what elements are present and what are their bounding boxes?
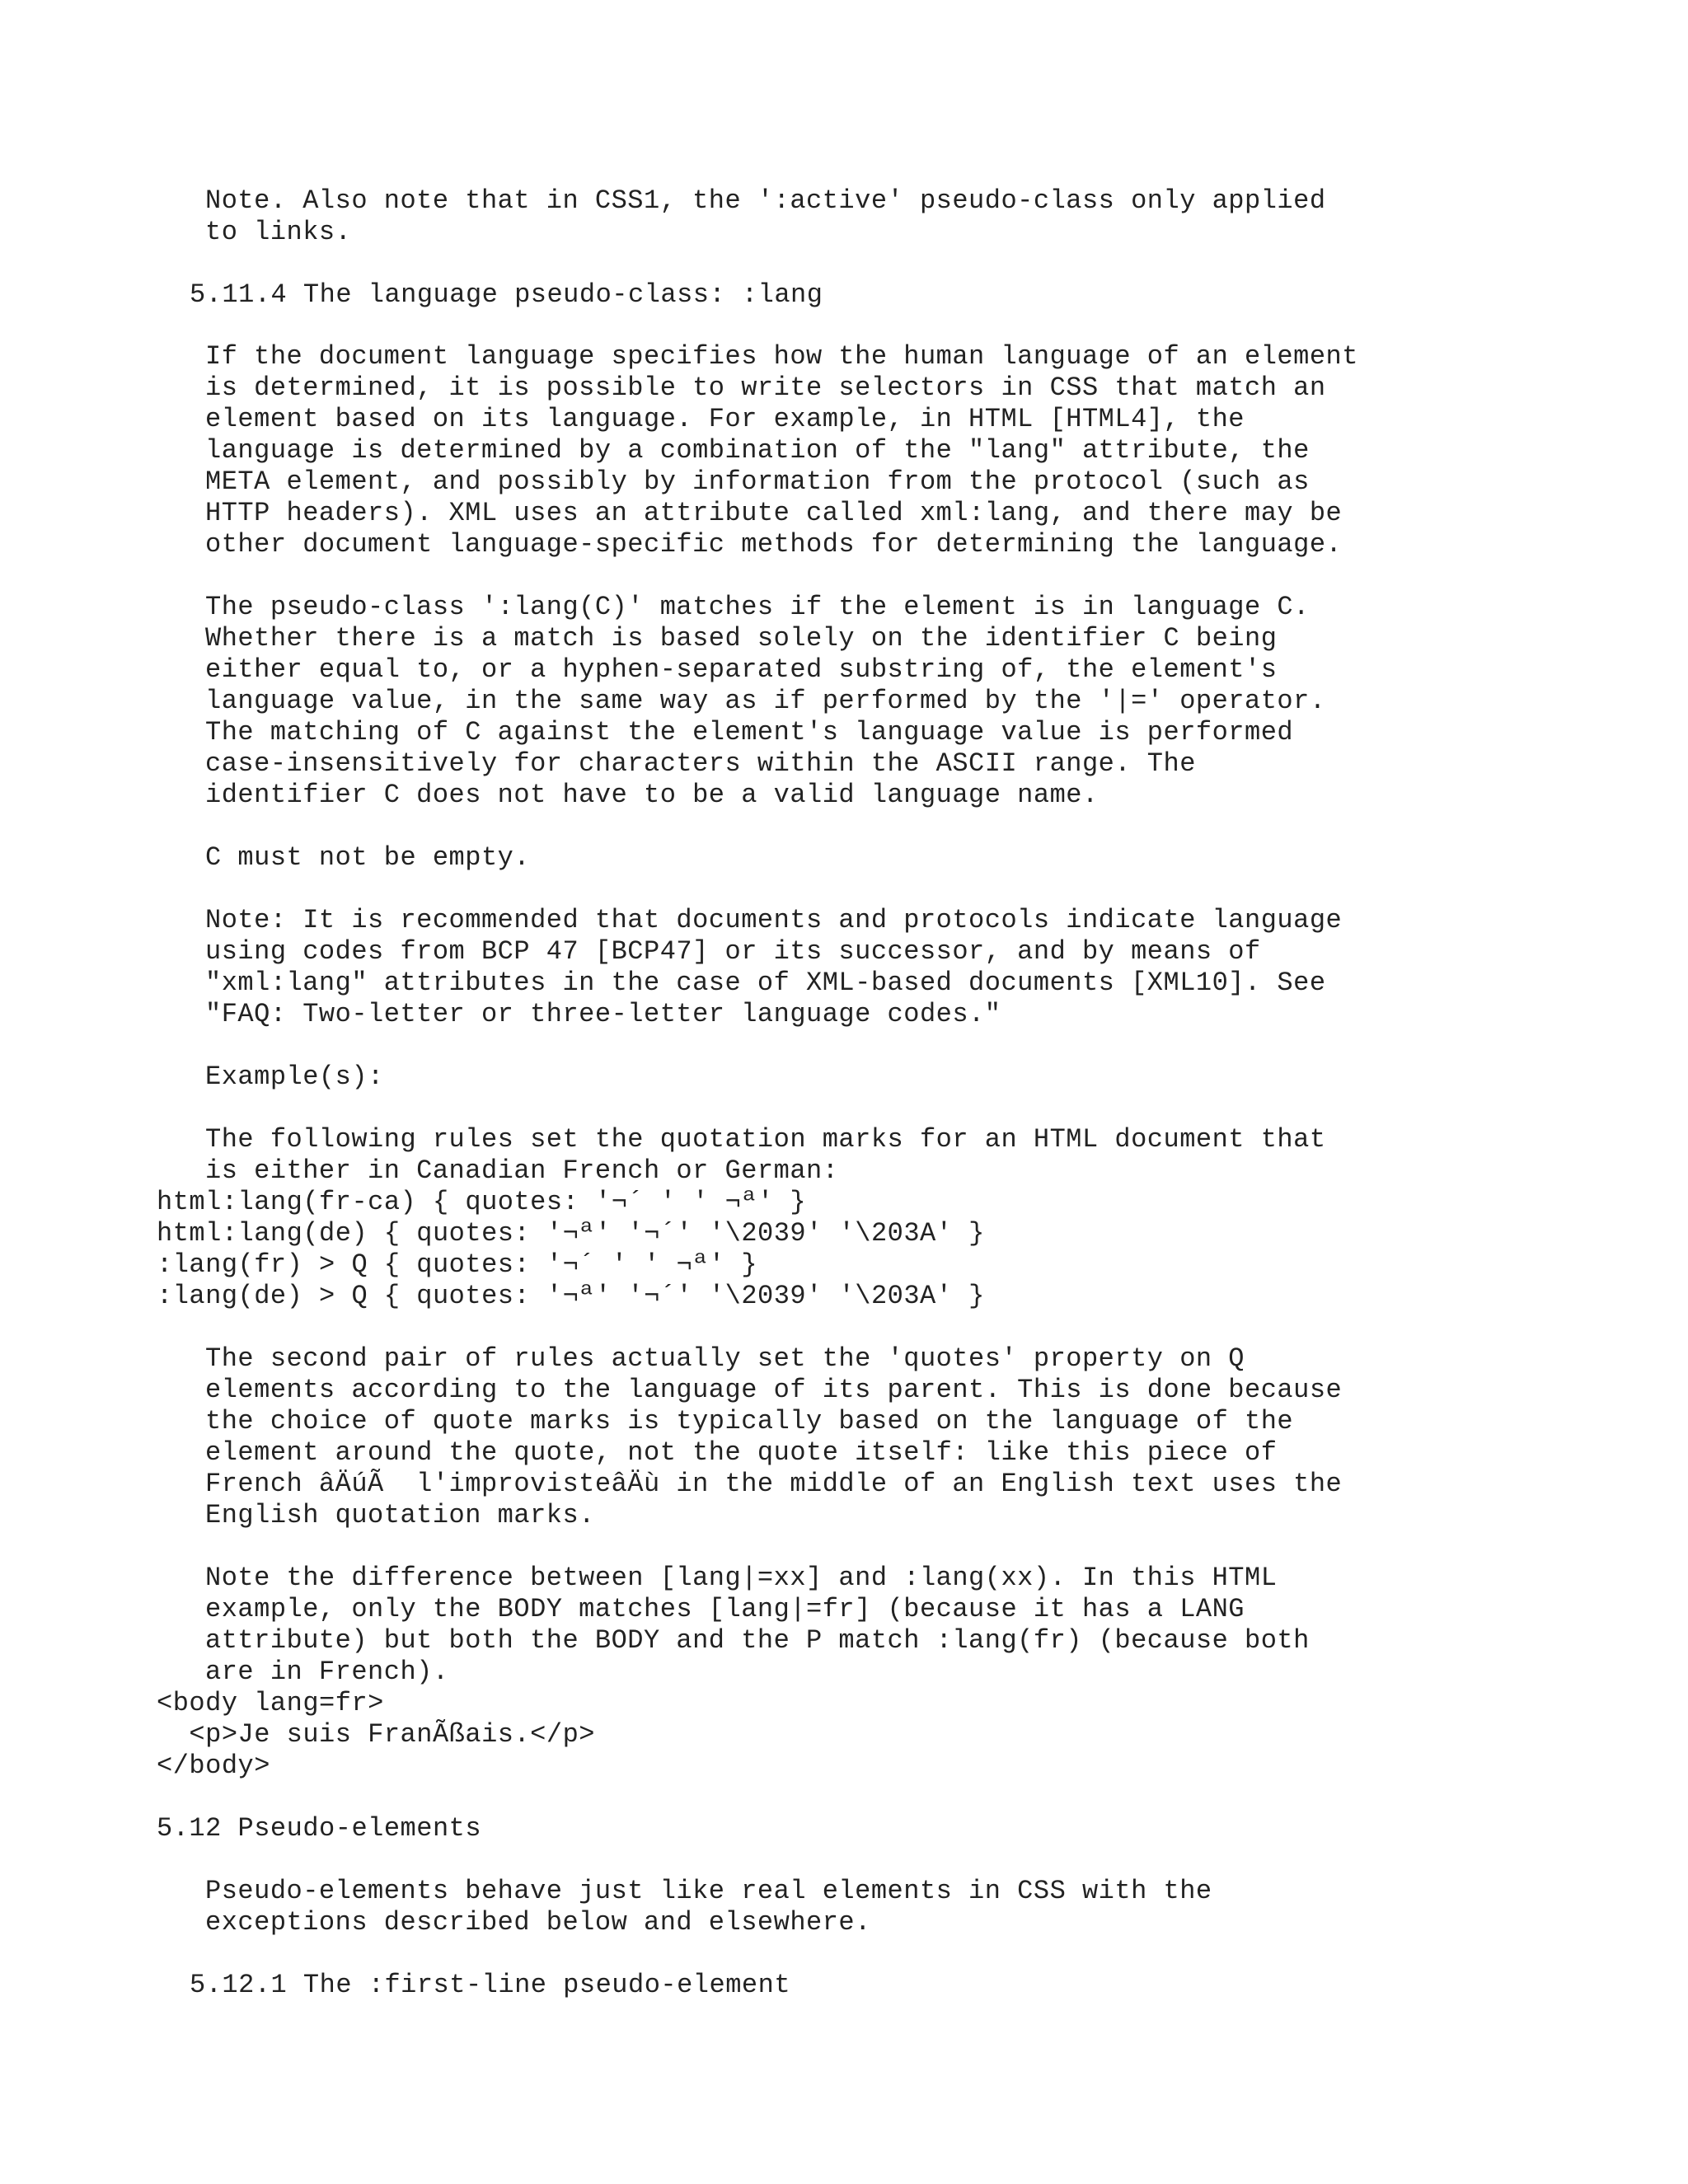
para-pseudo-class-line-3: either equal to, or a hyphen-separated substring of, the element's (205, 654, 1278, 685)
para-language-line-3: element based on its language. For example, in HTML [HTML4], the (205, 404, 1245, 434)
para-pseudo-class-line-7: identifier C does not have to be a valid language name. (205, 780, 1099, 810)
para-second-pair-line-1: The second pair of rules actually set the 'quotes' property on Q (205, 1343, 1245, 1374)
para-pseudo-class-line-2: Whether there is a match is based solely on the identifier C being (205, 623, 1278, 654)
example-label: Example(s): (205, 1062, 384, 1092)
code-quotes-line-4: :lang(de) > Q { quotes: '¬ª' '¬´' '\2039' '\203A' } (157, 1281, 985, 1311)
section-heading-pseudo-elements: 5.12 Pseudo-elements (157, 1813, 482, 1844)
para-pseudo-elements-line-2: exceptions described below and elsewhere. (205, 1907, 871, 1938)
para-pseudo-class-line-4: language value, in the same way as if performed by the '|=' operator. (205, 686, 1326, 716)
para-following-line-2: is either in Canadian French or German: (205, 1155, 839, 1186)
para-second-pair-line-5: French âÄúÃ l'improvisteâÄù in the middle of an English text uses the (205, 1469, 1343, 1499)
para-second-pair-line-3: the choice of quote marks is typically based on the language of the (205, 1406, 1294, 1436)
code-body-line-3: </body> (157, 1750, 270, 1781)
para-following-line-1: The following rules set the quotation marks for an HTML document that (205, 1124, 1326, 1155)
para-second-pair-line-2: elements according to the language of its parent. This is done because (205, 1375, 1343, 1405)
para-difference-line-2: example, only the BODY matches [lang|=fr] (because it has a LANG (205, 1594, 1245, 1624)
code-quotes-line-3: :lang(fr) > Q { quotes: '¬´ ' ' ¬ª' } (157, 1249, 758, 1280)
code-quotes-line-2: html:lang(de) { quotes: '¬ª' '¬´' '\2039' '\203A' } (157, 1218, 985, 1249)
para-second-pair-line-4: element around the quote, not the quote itself: like this piece of (205, 1437, 1278, 1468)
para-language-line-4: language is determined by a combination of the "lang" attribute, the (205, 435, 1310, 466)
para-note-bcp-line-2: using codes from BCP 47 [BCP47] or its successor, and by means of (205, 936, 1261, 967)
note-active-line-1: Note. Also note that in CSS1, the ':active' pseudo-class only applied (205, 185, 1326, 216)
para-difference-line-3: attribute) but both the BODY and the P match :lang(fr) (because both (205, 1625, 1310, 1656)
para-note-bcp-line-3: "xml:lang" attributes in the case of XML-based documents [XML10]. See (205, 968, 1326, 998)
section-heading-lang: 5.11.4 The language pseudo-class: :lang (190, 279, 823, 310)
para-language-line-7: other document language-specific methods for determining the language. (205, 529, 1343, 560)
para-second-pair-line-6: English quotation marks. (205, 1500, 595, 1530)
para-pseudo-class-line-1: The pseudo-class ':lang(C)' matches if the element is in language C. (205, 592, 1310, 622)
para-difference-line-1: Note the difference between [lang|=xx] and :lang(xx). In this HTML (205, 1563, 1278, 1593)
note-active-line-2: to links. (205, 217, 352, 247)
para-language-line-6: HTTP headers). XML uses an attribute called xml:lang, and there may be (205, 498, 1343, 528)
para-language-line-1: If the document language specifies how the human language of an element (205, 341, 1358, 372)
para-pseudo-class-line-5: The matching of C against the element's language value is performed (205, 717, 1294, 748)
para-not-empty: C must not be empty. (205, 842, 531, 873)
code-quotes-line-1: html:lang(fr-ca) { quotes: '¬´ ' ' ¬ª' } (157, 1187, 807, 1217)
code-body-line-1: <body lang=fr> (157, 1688, 384, 1718)
para-note-bcp-line-1: Note: It is recommended that documents and protocols indicate language (205, 905, 1343, 935)
para-pseudo-class-line-6: case-insensitively for characters within the ASCII range. The (205, 748, 1196, 779)
para-language-line-5: META element, and possibly by information from the protocol (such as (205, 466, 1310, 497)
para-pseudo-elements-line-1: Pseudo-elements behave just like real elements in CSS with the (205, 1876, 1212, 1906)
para-language-line-2: is determined, it is possible to write selectors in CSS that match an (205, 373, 1326, 403)
section-heading-first-line: 5.12.1 The :first-line pseudo-element (190, 1970, 791, 2000)
code-body-line-2: <p>Je suis FranÃßais.</p> (157, 1719, 595, 1750)
para-difference-line-4: are in French). (205, 1657, 449, 1687)
para-note-bcp-line-4: "FAQ: Two-letter or three-letter language codes." (205, 999, 1001, 1029)
